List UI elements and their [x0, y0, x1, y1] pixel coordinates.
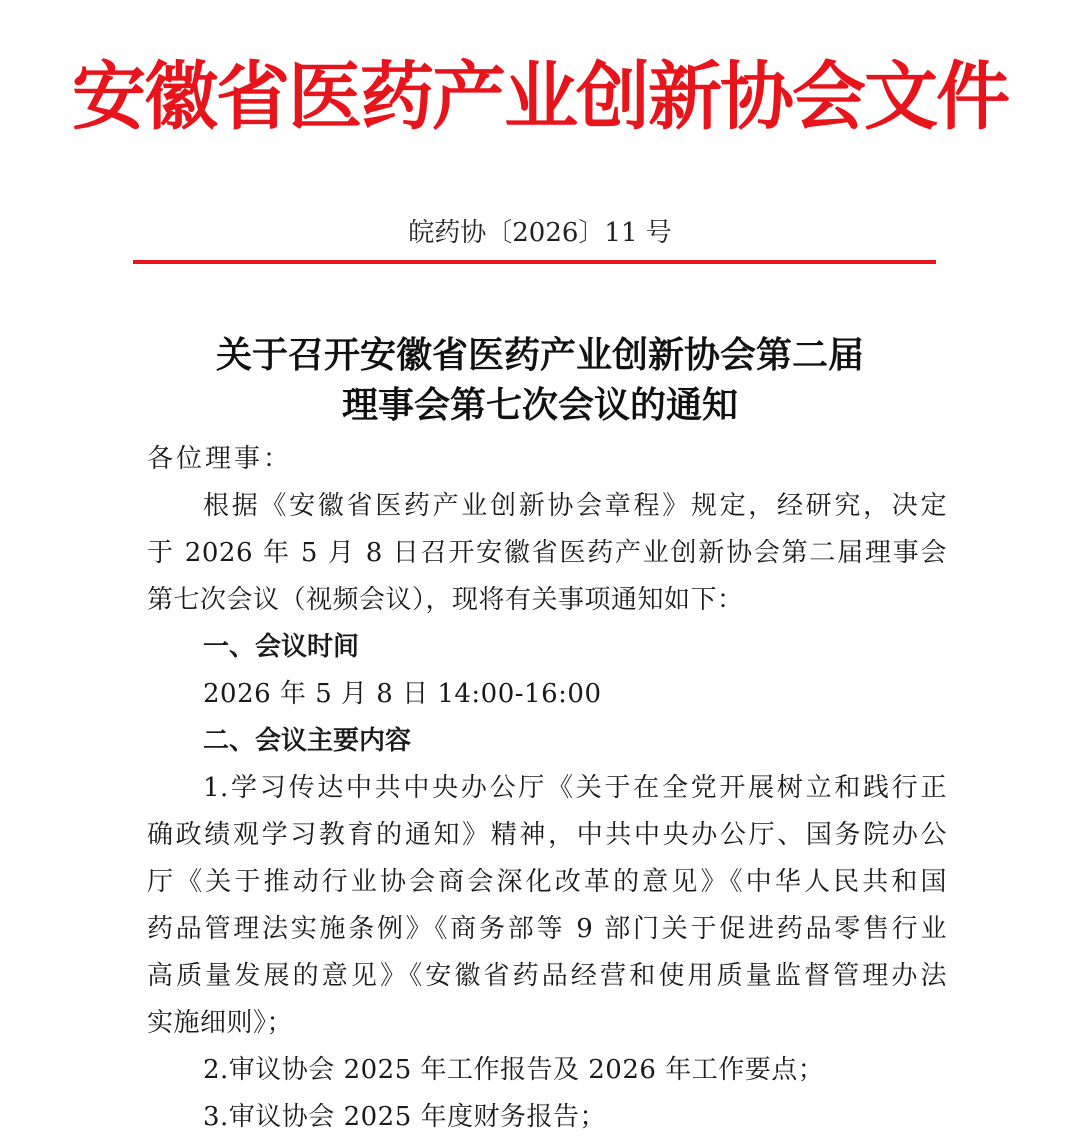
red-divider-line — [133, 260, 936, 264]
notice-title-line-2: 理事会第七次会议的通知 — [341, 384, 738, 426]
intro-line: 根据《安徽省医药产业创新协会章程》规定，经研究，决定 — [203, 491, 947, 521]
content-item-3: 3.审议协会 2025 年度财务报告； — [203, 1102, 607, 1132]
content-item-2: 2.审议协会 2025 年工作报告及 2026 年工作要点； — [203, 1055, 825, 1085]
content-item-1-line: 厅《关于推动行业协会商会深化改革的意见》《中华人民共和国 — [147, 867, 947, 897]
section-heading-meeting-time: 一、会议时间 — [203, 632, 360, 662]
section-heading-meeting-content: 二、会议主要内容 — [203, 726, 412, 756]
meeting-time-value: 2026 年 5 月 8 日 14:00-16:00 — [203, 679, 602, 709]
intro-line: 于 2026 年 5 月 8 日召开安徽省医药产业创新协会第二届理事会 — [147, 538, 947, 568]
salutation: 各位理事： — [147, 444, 293, 474]
content-item-1-line: 实施细则》； — [147, 1008, 294, 1038]
content-item-1-line: 药品管理法实施条例》《商务部等 9 部门关于促进药品零售行业 — [147, 914, 947, 944]
notice-title — [0, 330, 1080, 430]
content-item-1-line: 1.学习传达中共中央办公厅《关于在全党开展树立和践行正 — [203, 773, 947, 803]
document-number: 皖药协〔2026〕11 号 — [408, 218, 672, 248]
content-item-1-line: 确政绩观学习教育的通知》精神，中共中央办公厅、国务院办公 — [147, 820, 947, 850]
content-item-1-line: 高质量发展的意见》《安徽省药品经营和使用质量监督管理办法 — [147, 961, 947, 991]
intro-line: 第七次会议（视频会议），现将有关事项通知如下： — [147, 585, 744, 615]
red-header-title: 安徽省医药产业创新协会文件 — [72, 54, 1008, 140]
document-body — [147, 436, 947, 1141]
notice-title-line-1: 关于召开安徽省医药产业创新协会第二届 — [215, 334, 864, 376]
